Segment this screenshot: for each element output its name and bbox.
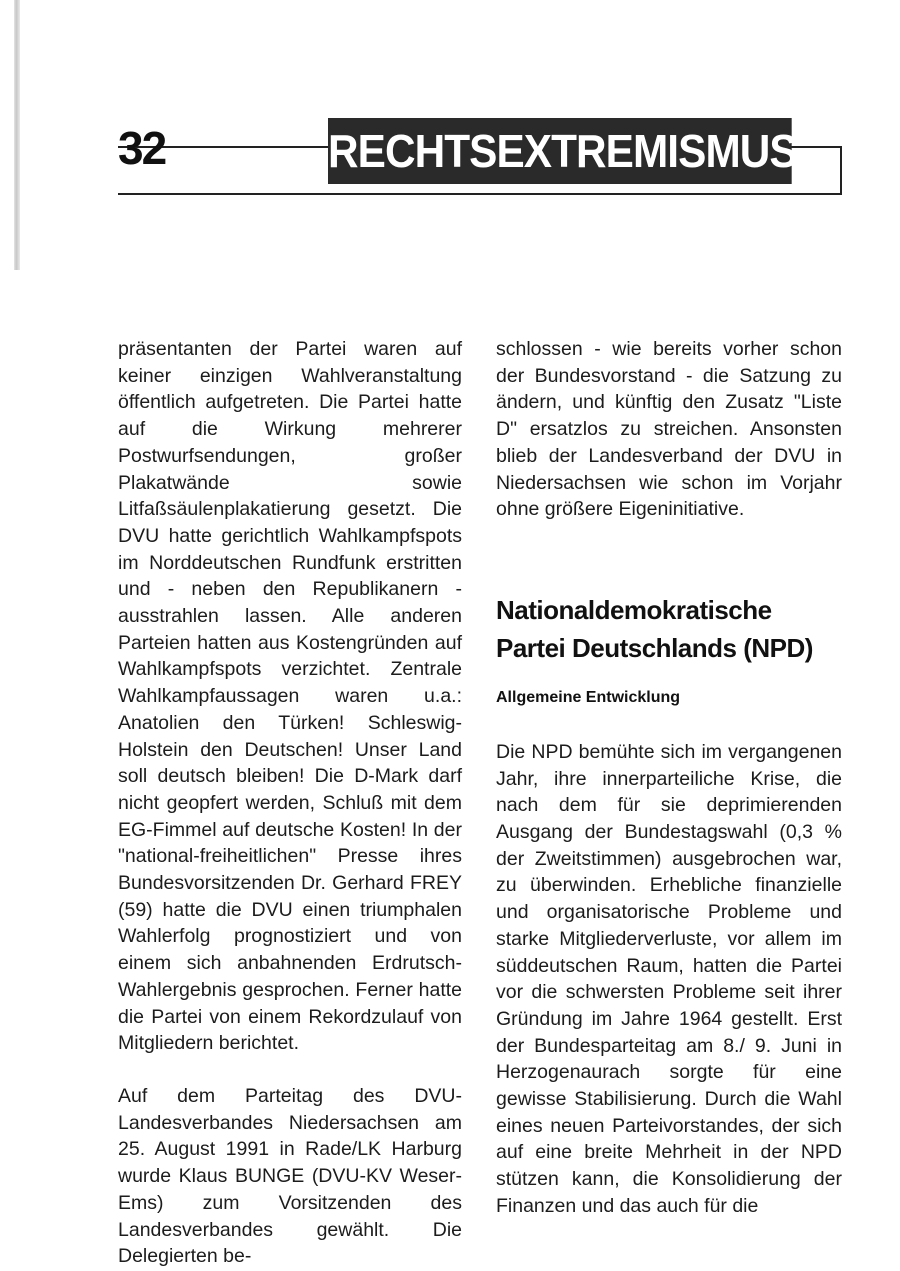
right-column — [496, 336, 842, 1220]
left-column — [118, 336, 462, 1270]
npd-body-paragraph: Die NPD bemühte sich im vergangenen Jahr, ihre innerparteiliche Krise, die nach dem für sie deprimierenden Ausgang der Bundestagswahl (0,3 % der Zweitstimmen) ausgebrochen war, zu überwinden. Erhebliche finanzielle und organisatorische Probleme und starke Mitgliederverluste, vor allem im süddeutschen Raum, hatten die Partei vor die schwersten Probleme seit ihrer Gründung im Jahre 1964 gestellt. Erst der Bundesparteitag am 8./ 9. Juni in Herzogenaurach sorgte für eine gewisse Stabilisierung. Durch die Wahl eines neuen Parteivorstandes, der sich auf eine breite Mehrheit in der NPD stützen kann, die Konsolidierung der Finanzen und das auch für die — [496, 740, 842, 1217]
section-title: RECHTSEXTREMISMUS — [328, 118, 792, 184]
npd-subheading: Allgemeine Entwicklung — [496, 688, 681, 706]
left-paragraph-2: Auf dem Parteitag des DVU-Landesverbandes Niedersachsen am 25. August 1991 in Rade/LK Harburg wurde Klaus BUNGE (DVU-KV Weser-Ems) zum Vorsitzenden des Landesverbandes gewählt. Die Delegierten be- — [118, 1084, 462, 1268]
page-number: 32 — [118, 122, 166, 174]
page-header — [118, 118, 840, 198]
header-rule-right — [840, 146, 842, 195]
scan-edge-artifact — [14, 0, 20, 270]
npd-heading: Nationaldemokratische Partei Deutschlands (NPD) — [496, 594, 813, 663]
left-paragraph-1: präsentanten der Partei waren auf keiner einzigen Wahlveranstaltung öffentlich aufgetreten. Die Partei hatte auf die Wirkung mehrerer Postwurfsendungen, großer Plakatwände sowie Litfaßsäulenplakatierung gesetzt. Die DVU hatte gerichtlich Wahlkampfspots im Norddeutschen Rundfunk erstritten und - neben den Republikanern -ausstrahlen lassen. Alle anderen Parteien hatten aus Kostengründen auf Wahlkampfspots verzichtet. Zentrale Wahlkampfaussagen waren u.a.: Anatolien den Türken! Schleswig-Holstein den Deutschen! Unser Land soll deutsch bleiben! Die D-Mark darf nicht geopfert werden, Schluß mit dem EG-Fimmel auf deutsche Kosten! In der "national-freiheitlichen" Presse ihres Bundesvorsitzenden Dr. Gerhard FREY (59) hatte die DVU einen triumphalen Wahlerfolg prognostiziert und von einem sich anbahnenden Erdrutsch-Wahlergebnis gesprochen. Ferner hatte die Partei von einem Rekordzulauf von Mitgliedern berichtet. — [118, 338, 462, 1055]
right-intro-paragraph: schlossen - wie bereits vorher schon der Bundesvorstand - die Satzung zu ändern, und künftig den Zusatz "Liste D" ersatzlos zu streichen. Ansonsten blieb der Landesverband der DVU in Niedersachsen wie schon im Vorjahr ohne größere Eigeninitiative. — [496, 338, 842, 521]
header-rule-bottom — [118, 193, 840, 195]
